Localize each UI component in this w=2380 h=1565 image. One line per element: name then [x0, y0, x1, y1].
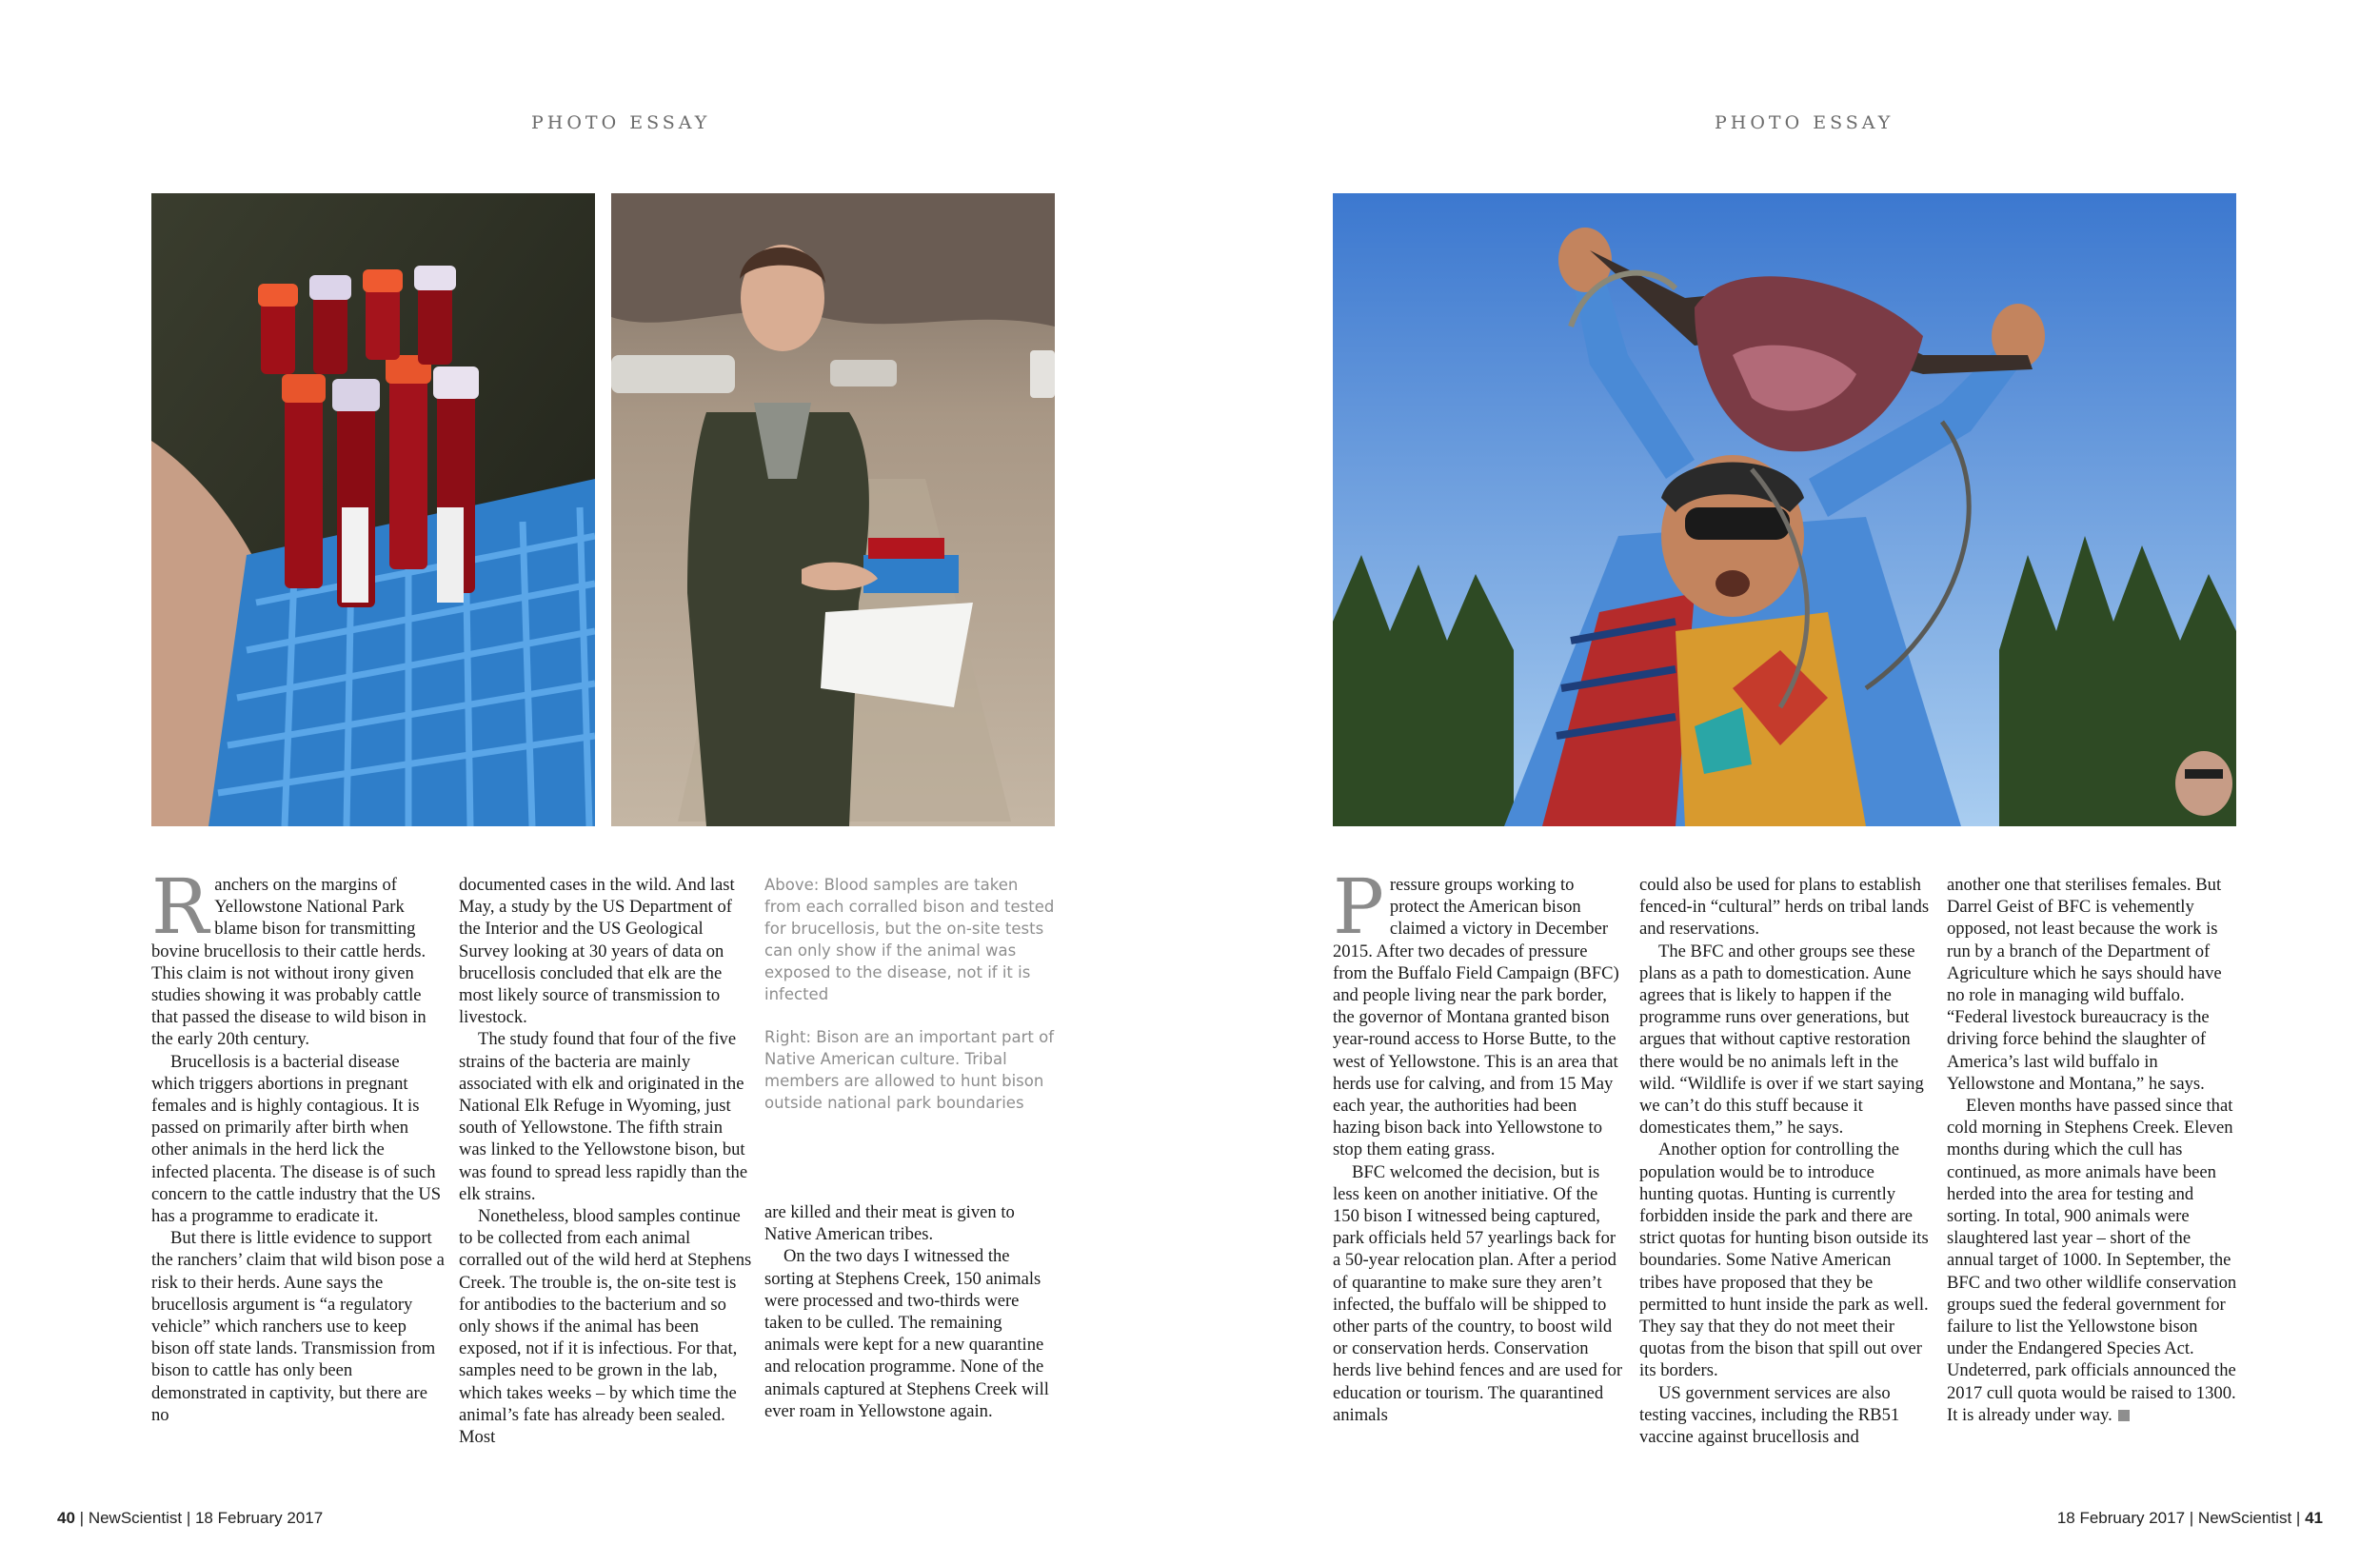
caption-right: Right: Bison are an important part of Native American culture. Tribal members are allowed to hunt bison outside national park boundaries — [764, 1028, 1055, 1112]
page-number: 40 — [57, 1509, 75, 1527]
running-head-left: PHOTO ESSAY — [531, 112, 711, 133]
paragraph: documented cases in the wild. And last May, a study by the US Department of the Interior and the US Geological Survey looking at 30 years of data on brucellosis concluded that elk are the most likely source of transmission to livestock. — [459, 875, 735, 1028]
article-column-2 — [459, 874, 753, 1448]
paragraph: Eleven months have passed since that cold morning in Stephens Creek. Eleven months during which the cull has continued, as more animals have been herded into the area for testing and sorting. In total, 900 animals were slaughtered last year – short of the annual target of 1000. In September, the BFC and two other wildlife conservation groups sued the federal government for failure to list the Yellowstone bison under the Endangered Species Act. Undeterred, park officials announced the 2017 cull quota would be raised to 1300. It is already under way. — [1947, 1096, 2237, 1425]
folio-right — [2057, 1509, 2323, 1528]
brand-name: NewScientist — [88, 1509, 183, 1527]
paragraph: could also be used for plans to establish fenced-in “cultural” herds on tribal lands and reservations. — [1639, 875, 1930, 940]
running-head-right: PHOTO ESSAY — [1715, 112, 1894, 133]
article-column-5 — [1639, 874, 1933, 1448]
end-mark-icon — [2118, 1410, 2130, 1421]
folio-separator: | — [2295, 1509, 2301, 1527]
paragraph: BFC welcomed the decision, but is less keen on another initiative. Of the 150 bison I witnessed being captured, park officials held 57 yearlings back for a 50-year relocation plan. After a period of quarantine to make sure they aren’t infected, the buffalo will be shipped to other parts of the country, to boost wild or conservation herds. Conservation herds live behind fences and are used for education or tourism. The quarantined animals — [1333, 1161, 1623, 1425]
folio-separator: | — [79, 1509, 85, 1527]
issue-date: 18 February 2017 — [2056, 1509, 2186, 1527]
article-column-6 — [1947, 874, 2240, 1426]
photo-woman-illustration — [611, 193, 1055, 826]
paragraph: another one that sterilises females. But Darrel Geist of BFC is vehemently opposed, not least because the work is run by a branch of the Department of Agriculture which he says should have no role in managing wild buffalo. “Federal livestock bureaucracy is the driving force behind the slaughter of America’s last wild buffalo in Yellowstone and Montana,” he says. — [1947, 875, 2222, 1094]
photo-blood-samples-illustration — [151, 193, 595, 826]
photo-woman-with-samples — [611, 193, 1055, 826]
paragraph: On the two days I witnessed the sorting at Stephens Creek, 150 animals were processed and two-thirds were taken to be culled. The remaining animals were kept for a new quarantine and relocation programme. None of the animals captured at Stephens Creek will ever roam in Yellowstone again. — [764, 1246, 1049, 1421]
photo-captions — [764, 874, 1055, 1114]
brand-name: NewScientist — [2197, 1509, 2292, 1527]
paragraph: The study found that four of the five strains of the bacteria are mainly associated with elk and originated in the National Elk Refuge in Wyoming, just south of Yellowstone. The fifth strain was linked to the Yellowstone bison, but was found to spread less rapidly than the elk strains. — [459, 1029, 748, 1204]
drop-cap: P — [1333, 862, 1384, 951]
folio-left — [57, 1509, 323, 1528]
paragraph: Another option for controlling the population would be to introduce hunting quotas. Hunting is currently forbidden inside the park and there are strict quotas for hunting bison outside its boundaries. Some Native American tribes have proposed that they be permitted to hunt inside the park as well. They say that they do not meet their quotas from the bison that spill out over its borders. — [1639, 1139, 1929, 1381]
paragraph: But there is little evidence to support the ranchers’ claim that wild bison pose a risk to their herds. Aune says the brucellosis argument is “a regulatory vehicle” which ranchers use to keep bison off state lands. Transmission from bison to cattle has only been demonstrated in captivity, but there are no — [151, 1228, 445, 1425]
page-number: 41 — [2305, 1509, 2323, 1527]
paragraph: The BFC and other groups see these plans as a path to domestication. Aune agrees that is likely to happen if the programme runs over generations, but argues that without captive restoration there would be no animals left in the wild. “Wildlife is over if we start saying we can’t do this stuff because it domesticates them,” he says. — [1639, 941, 1924, 1139]
paragraph: anchers on the margins of Yellowstone National Park blame bison for transmitting bovine brucellosis to their cattle herds. This claim is not without irony given studies showing it was probably cattle that passed the disease to wild bison in the early 20th century. — [151, 875, 426, 1050]
article-column-1 — [151, 862, 446, 1426]
photo-bison-skull — [1333, 193, 2236, 826]
paragraph: Nonetheless, blood samples continue to be collected from each animal corralled out of the wild herd at Stephens Creek. The trouble is, the on-site test is for antibodies to the bacterium and so only shows if the animal has been exposed, not if it is infectious. For that, samples need to be grown in the lab, which takes weeks – by which time the animal’s fate has already been sealed. Most — [459, 1206, 752, 1448]
issue-date: 18 February 2017 — [194, 1509, 324, 1527]
folio-separator: | — [186, 1509, 191, 1527]
article-column-4 — [1333, 862, 1626, 1426]
paragraph: US government services are also testing vaccines, including the RB51 vaccine against brucellosis and — [1639, 1382, 1900, 1448]
folio-separator: | — [2189, 1509, 2194, 1527]
drop-cap: R — [151, 862, 209, 951]
photo-bison-skull-illustration — [1333, 193, 2236, 826]
paragraph: Brucellosis is a bacterial disease which triggers abortions in pregnant females and is highly contagious. It is passed on primarily after birth when other animals in the herd lick the infected placenta. The disease is of such concern to the cattle industry that the US has a programme to eradicate it. — [151, 1051, 442, 1227]
paragraph: are killed and their meat is given to Native American tribes. — [764, 1202, 1015, 1245]
article-column-3 — [764, 1201, 1055, 1422]
photo-blood-samples — [151, 193, 595, 826]
paragraph: ressure groups working to protect the American bison claimed a victory in December 2015. After two decades of pressure from the Buffalo Field Campaign (BFC) and people living near the park border, the governor of Montana granted bison year-round access to Horse Butte, to the west of Yellowstone. This is an area that herds use for calving, and from 15 May each year, the authorities had been hazing bison back into Yellowstone to stop them eating grass. — [1333, 875, 1619, 1160]
caption-above: Above: Blood samples are taken from each corralled bison and tested for brucellosis, but the on-site tests can only show if the animal was exposed to the disease, not if it is infected — [764, 876, 1055, 1003]
